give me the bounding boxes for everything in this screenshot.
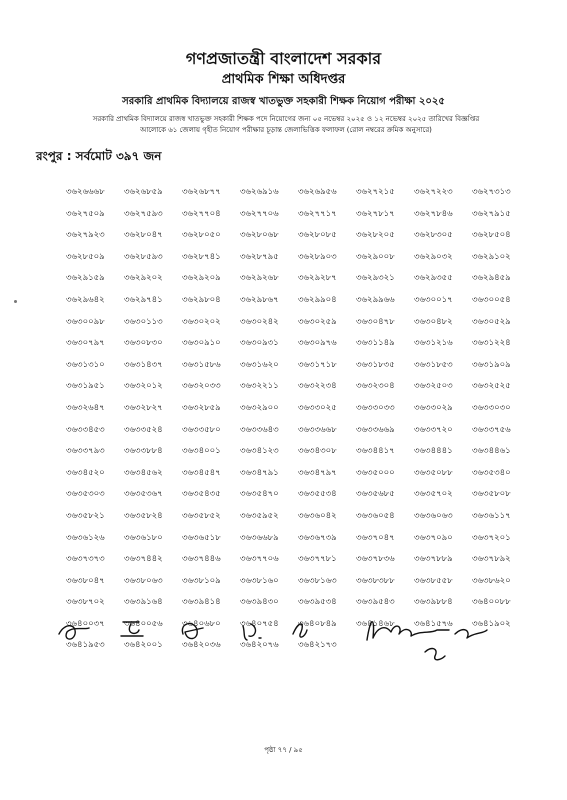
roll-number-cell: ৩৬৩৮৩৮৮ <box>356 575 395 586</box>
roll-number-cell: ৩৬৪০৬৮০ <box>182 618 221 629</box>
roll-number-cell: ৩৬২৯৪৫৯ <box>472 273 511 284</box>
roll-number-cell: ৩৬৩০২৫৯ <box>298 316 337 327</box>
roll-number-cell: ৩৬৪০০৩৭ <box>66 618 105 629</box>
roll-number-cell: ৩৬৩১৯৫১ <box>66 381 105 392</box>
roll-number-cell: ৩৬৩১৮৩৫ <box>356 359 395 370</box>
roll-number-cell: ৩৬৩২৬৪৭ <box>66 402 105 413</box>
roll-number-cell: ৩৬২৮৭৯৫ <box>240 251 279 262</box>
roll-number-cell: ৩৬৩৩৬৬৮ <box>298 424 337 435</box>
roll-number-cell: ৩৬২৯২৬৮ <box>240 273 279 284</box>
roll-number-cell: ৩৬২৯৮০৪ <box>182 294 221 305</box>
roll-number-cell: ৩৬৩৪১২৩ <box>240 446 279 457</box>
roll-number-cell: ৩৬৩৬০৫৪ <box>356 510 395 521</box>
roll-number-cell: ৩৬৩৪৫২০ <box>66 467 105 478</box>
roll-number-cell: ৩৬৩৭০৪৭ <box>356 532 395 543</box>
roll-number-cell: ৩৬৩৭৭৮১ <box>298 554 337 565</box>
roll-number-cell: ৩৬৩৪৪৬১ <box>472 446 511 457</box>
roll-number-cell: ৩৬৩৬৬৮৯ <box>240 532 279 543</box>
roll-number-cell: ৩৬৩০২৪২ <box>240 316 279 327</box>
roll-number-cell: ৩৬৩২৫২৫ <box>472 381 511 392</box>
roll-number-cell: ৩৬২৭৭০৪ <box>182 208 221 219</box>
roll-number-cell: ৩৬২৬৮৫৯ <box>124 187 163 197</box>
roll-number-cell: ৩৬৪১৫৭৬ <box>414 618 453 629</box>
roll-number-cell: ৩৬২৭৯১৫ <box>472 208 511 219</box>
roll-number-cell: ৩৬৩২৮২৭ <box>124 402 163 413</box>
roll-number-cell: ৩৬৩৪০০১ <box>182 446 221 457</box>
roll-number-cell: ৩৬৩৯১৬৪ <box>124 597 163 608</box>
roll-number-cell: ৩৬৩১৯০৯ <box>472 359 511 370</box>
roll-number-cell: ৩৬২৮৯০৩ <box>298 251 337 262</box>
roll-number-cell: ৩৬২৭৮১৭ <box>356 208 395 219</box>
roll-number-cell: ৩৬২৭৩১৩ <box>472 187 511 197</box>
roll-number-cell: ৩৬৩৭৭০৬ <box>240 554 279 565</box>
roll-number-cell: ৩৬২৭২২৩ <box>414 187 453 197</box>
roll-number-cell: ৩৬২৯২৮৭ <box>298 273 337 284</box>
roll-number-cell: ৩৬৩৮১৬০ <box>240 575 279 586</box>
roll-number-cell: ৩৬৩৮৫৫৮ <box>414 575 453 586</box>
roll-number-cell: ৩৬৩৫৪৭০ <box>240 489 279 500</box>
roll-number-cell: ৩৬৩৩৫২৪ <box>124 424 163 435</box>
roll-number-cell: ৩৬৩৪৪১৭ <box>356 446 395 457</box>
roll-number-cell: ৩৬৩৪৭৯৭ <box>298 467 337 478</box>
roll-number-cell: ৩৬৩২২৩৪ <box>298 381 337 392</box>
government-title: গণপ্রজাতন্ত্রী বাংলাদেশ সরকার <box>185 49 382 68</box>
roll-number-cell: ৩৬২৯৩২১ <box>356 273 395 284</box>
scan-mark <box>14 300 17 303</box>
roll-number-cell: ৩৬২৭৫৯৩ <box>124 208 163 219</box>
roll-number-cell: ৩৬৩১২২৪ <box>472 338 511 349</box>
roll-number-cell: ৩৬২৮০৮৫ <box>298 230 337 241</box>
roll-number-cell: ৩৬২৭৮৪৬ <box>414 208 453 219</box>
roll-number-cell: ৩৬৩৯৫৩৪ <box>298 597 337 608</box>
roll-number-cell: ৩৬২৯৯০৪ <box>298 294 337 305</box>
roll-number-cell: ৩৬২৬৯৫৬ <box>298 187 337 197</box>
notice-line-1: সরকারি প্রাথমিক বিদ্যালয়ে রাজস্ব খাতভুক্ত সহকারী শিক্ষক পদে নিয়োগের জন্য ০৫ নভেম্বর ২০২৫ ও ১২ নভেম্বর ২০২৫ তারিখের বিজ্ঞপ্তির <box>92 115 480 123</box>
roll-number-cell: ৩৬৩৩৬৬৯ <box>356 424 395 435</box>
roll-number-cell: ৩৬৩৭৮৯২ <box>472 554 511 565</box>
roll-number-cell: ৩৬২৯০০৮ <box>356 251 395 262</box>
signature-1 <box>59 626 89 639</box>
roll-number-cell: ৩৬৪০৮৪৯ <box>298 618 337 629</box>
roll-number-cell: ৩৬২৮০৫০ <box>182 230 221 241</box>
roll-number-cell: ৩৬৩৩৭৫৬ <box>472 424 511 435</box>
committee-signatures <box>55 612 525 672</box>
roll-number-cell: ৩৬২৭৯২৩ <box>66 230 105 241</box>
roll-number-cell: ৩৬৩৬৭৩৯ <box>298 532 337 543</box>
notice-line-2: আলোকে ৬১ জেলায় গৃহীত নিয়োগ পরীক্ষার চূড়ান্ত জেলাভিত্তিক ফলাফল (রোল নম্বরের ক্রমিক অনুসারে) <box>140 126 432 134</box>
roll-number-cell: ৩৬৩০১১৩ <box>124 316 163 327</box>
roll-number-cell: ৩৬৩৭৪৪৬ <box>182 554 221 565</box>
roll-number-cell: ৩৬৪১৯৫৩ <box>66 640 105 651</box>
roll-number-grid <box>66 182 546 657</box>
signature-2 <box>121 622 143 636</box>
roll-number-cell: ৩৬৩০৭৯৭ <box>66 338 105 349</box>
roll-number-cell: ৩৬২৮৫৯৩ <box>124 251 163 262</box>
roll-number-cell: ৩৬৩৭২০১ <box>472 532 511 543</box>
roll-number-cell: ৩৬৩৩৭২০ <box>414 424 453 435</box>
district-total-label: রংপুর : সর্বমোট ৩৯৭ জন <box>36 149 162 163</box>
roll-number-cell: ৩৬২৯২০৯ <box>182 273 221 284</box>
roll-number-cell: ৩৬৩৬১১৭ <box>472 510 511 521</box>
roll-number-cell: ৩৬৪০০৫৬ <box>124 618 163 629</box>
signature-4 <box>243 624 261 640</box>
roll-number-cell: ৩৬৩৮৬২০ <box>472 575 511 586</box>
roll-number-cell: ৩৬৩৩৫৮০ <box>182 424 221 435</box>
roll-number-cell: ৩৬৩৫৬৮৫ <box>356 489 395 500</box>
roll-number-cell: ৩৬৩৩৭৯৩ <box>66 446 105 457</box>
roll-number-cell: ৩৬২৬৬৬৮ <box>66 187 105 197</box>
roll-number-cell: ৩৬২৭৭১৭ <box>298 208 337 219</box>
roll-number-cell: ৩৬৩৫৮২১ <box>66 510 105 521</box>
roll-number-cell: ৩৬৩২৫০৩ <box>414 381 453 392</box>
roll-number-cell: ৩৬৩৬১২৬ <box>66 532 105 543</box>
roll-number-cell: ৩৬২৮৫০৪ <box>472 230 511 241</box>
roll-number-cell: ৩৬২৭৭০৬ <box>240 208 279 219</box>
roll-number-cell: ৩৬৩৫৮২৪ <box>124 510 163 521</box>
roll-number-cell: ৩৬৩৭৩৭৩ <box>66 554 105 565</box>
notice-text <box>36 114 536 136</box>
roll-number-cell: ৩৬৪২০৩৬ <box>182 640 221 651</box>
exam-title: সরকারি প্রাথমিক বিদ্যালয়ে রাজস্ব খাতভুক্ত সহকারী শিক্ষক নিয়োগ পরীক্ষা ২০২৫ <box>122 96 445 107</box>
roll-number-cell: ৩৬৩৯৮৮৪ <box>414 597 453 608</box>
roll-number-cell: ৩৬২৮২০৫ <box>356 230 395 241</box>
signature-6 <box>367 622 487 640</box>
roll-number-cell: ৩৬৩২৯০০ <box>240 402 279 413</box>
roll-number-cell: ৩৬৩৭৪৪২ <box>124 554 163 565</box>
roll-number-cell: ৩৬৩৫৮০৮ <box>472 489 511 500</box>
roll-number-cell: ৩৬৩১১৪৯ <box>356 338 395 349</box>
signature-5 <box>293 624 307 637</box>
roll-number-cell: ৩৬২৯৯৬৬ <box>356 294 395 305</box>
roll-number-cell: ৩৬৩৭০৯০ <box>414 532 453 543</box>
roll-number-cell: ৩৬৩৯৫৪৩ <box>356 597 395 608</box>
roll-number-cell: ৩৬৩৮১৬৩ <box>298 575 337 586</box>
roll-number-cell: ৩৬৩১৮৫৩ <box>414 359 453 370</box>
directorate-title: প্রাথমিক শিক্ষা অধিদপ্তর <box>221 72 346 87</box>
roll-number-cell: ৩৬৩০০১৭ <box>414 294 453 305</box>
roll-number-cell: ৩৬৩১৭১৮ <box>298 359 337 370</box>
roll-number-cell: ৩৬২৯১০২ <box>472 251 511 262</box>
roll-number-cell: ৩৬৩৮০৬৩ <box>124 575 163 586</box>
roll-number-cell: ৩৬৩১২১৬ <box>414 338 453 349</box>
roll-number-cell: ৩৬৩১৬২০ <box>240 359 279 370</box>
roll-number-cell: ৩৬৩০৮৩০ <box>124 338 163 349</box>
roll-number-cell: ৩৬৩৬০৬৩ <box>414 510 453 521</box>
roll-number-cell: ৩৬২৯২০২ <box>124 273 163 284</box>
roll-number-cell: ৩৬৩২০১২ <box>124 381 163 392</box>
signature-3 <box>182 624 203 639</box>
roll-number-cell: ৩৬৩৫৯৫২ <box>240 510 279 521</box>
roll-number-cell: ৩৬২৯০৩২ <box>414 251 453 262</box>
roll-number-cell: ৩৬৩৩০৩০ <box>472 402 511 413</box>
roll-number-cell: ৩৬৩১৪৩৭ <box>124 359 163 370</box>
roll-number-cell: ৩৬৩৪৭৯১ <box>240 467 279 478</box>
roll-number-cell: ৩৬৩৩৬৪৩ <box>240 424 279 435</box>
roll-number-cell: ৩৬৩২৮৫৯ <box>182 402 221 413</box>
roll-number-cell: ৩৬৩৬৫১৮ <box>182 532 221 543</box>
roll-number-cell: ৩৬৪১৯০২ <box>472 618 511 629</box>
roll-number-cell: ৩৬৩৪৩০৮ <box>298 446 337 457</box>
roll-number-cell: ৩৬৩৮১০৯ <box>182 575 221 586</box>
roll-number-cell: ৩৬৩৫৮৫২ <box>182 510 221 521</box>
roll-number-cell: ৩৬২৬৯১৬ <box>240 187 279 197</box>
roll-number-cell: ৩৬৪২০৭৬ <box>240 640 279 651</box>
roll-number-cell: ৩৬৩৮০৪৭ <box>66 575 105 586</box>
roll-number-cell: ৩৬৩৬১৮০ <box>124 532 163 543</box>
roll-number-cell: ৩৬৩৭৮৮৯ <box>414 554 453 565</box>
roll-number-cell: ৩৬৪০০৮৮ <box>472 597 511 608</box>
roll-number-cell: ৩৬২৮৭৪১ <box>182 251 221 262</box>
signature-7-initial <box>425 649 445 660</box>
roll-number-cell: ৩৬৩০২০২ <box>182 316 221 327</box>
roll-number-cell: ৩৬৩৫৪৩৫ <box>182 489 221 500</box>
roll-number-cell: ৩৬৩৮৭০২ <box>66 597 105 608</box>
roll-number-cell: ৩৬৩০৯৩১ <box>240 338 279 349</box>
roll-number-cell: ৩৬৪১৪৬৮ <box>356 618 395 629</box>
roll-number-cell: ৩৬৩২০৩৩ <box>182 381 221 392</box>
roll-number-cell: ৩৬২৮০৬৮ <box>240 230 279 241</box>
signature-row <box>55 612 525 672</box>
roll-number-cell: ৩৬৩১৫৮৬ <box>182 359 221 370</box>
roll-number-cell: ৩৬২৯৭৪১ <box>124 294 163 305</box>
roll-number-cell: ৩৬৩৫০০০ <box>356 467 395 478</box>
roll-number-cell: ৩৬৩০০৫৪ <box>472 294 511 305</box>
roll-number-cell: ৩৬৩৭৮৩৬ <box>356 554 395 565</box>
roll-number-cell: ৩৬৪২০০১ <box>124 640 163 651</box>
roll-number-cell: ৩৬৩২৩০৪ <box>356 381 395 392</box>
page-number: পৃষ্ঠা ৭৭ / ৯৫ <box>264 746 303 754</box>
roll-number-cell: ৩৬৩০৫২৯ <box>472 316 511 327</box>
roll-number-cell: ৩৬২৯৩৫৫ <box>414 273 453 284</box>
roll-number-cell: ৩৬২৮৫০৯ <box>66 251 105 262</box>
roll-number-cell: ৩৬৩৫৩৬৭ <box>124 489 163 500</box>
roll-number-cell: ৩৬৩৩০২৯ <box>414 402 453 413</box>
roll-number-cell: ৩৬৩৩৪৫৩ <box>66 424 105 435</box>
roll-number-cell: ৩৬৩১৩১০ <box>66 359 105 370</box>
roll-number-cell: ৩৬২৮০৪৭ <box>124 230 163 241</box>
roll-number-cell: ৩৬৩৫০৮৮ <box>414 467 453 478</box>
roll-number-cell: ৩৬৩৯৪১৪ <box>182 597 221 608</box>
roll-number-cell: ৩৬৩০৯৭৬ <box>298 338 337 349</box>
roll-number-cell: ৩৬২৭২১৫ <box>356 187 395 197</box>
roll-number-cell: ৩৬৩০০৯৮ <box>66 316 105 327</box>
roll-number-cell: ৩৬৪২১৭৩ <box>298 640 337 651</box>
roll-number-cell: ৩৬৩৬০৪২ <box>298 510 337 521</box>
roll-number-cell: ৩৬৩০৯১০ <box>182 338 221 349</box>
roll-number-cell: ৩৬৩০৪৮২ <box>414 316 453 327</box>
roll-number-cell: ৩৬৩২২১১ <box>240 381 279 392</box>
roll-number-cell: ৩৬৩৩৮৮৪ <box>124 446 163 457</box>
roll-number-cell: ৩৬২৯৬৪২ <box>66 294 105 305</box>
roll-number-cell: ৩৬৩৩০৩৩ <box>356 402 395 413</box>
roll-number-cell: ৩৬৩০৪৭৮ <box>356 316 395 327</box>
roll-number-cell: ৩৬২৬৮৭৭ <box>182 187 221 197</box>
roll-number-cell: ৩৬৩৪৪৪১ <box>414 446 453 457</box>
roll-number-cell: ৩৬৩৫৩৪০ <box>472 467 511 478</box>
roll-number-cell: ৩৬৩৫৭০২ <box>414 489 453 500</box>
roll-number-cell: ৩৬৩৫৩০৩ <box>66 489 105 500</box>
roll-number-cell: ৩৬৩৪৫৬২ <box>124 467 163 478</box>
roll-number-cell: ৩৬৩৩০২৫ <box>298 402 337 413</box>
roll-number-cell: ৩৬৩৪৫৪৭ <box>182 467 221 478</box>
roll-number-cell: ৩৬২৮৩০৫ <box>414 230 453 241</box>
roll-number-cell: ৩৬২৭৫০৯ <box>66 208 105 219</box>
roll-number-cell: ৩৬৩৯৪৩০ <box>240 597 279 608</box>
roll-number-cell: ৩৬৩৫৫৩৪ <box>298 489 337 500</box>
roll-number-cell: ৩৬৪০৭৫৪ <box>240 618 279 629</box>
roll-number-cell: ৩৬২৯৮৬৭ <box>240 294 279 305</box>
roll-number-cell: ৩৬২৯১৫৯ <box>66 273 105 284</box>
